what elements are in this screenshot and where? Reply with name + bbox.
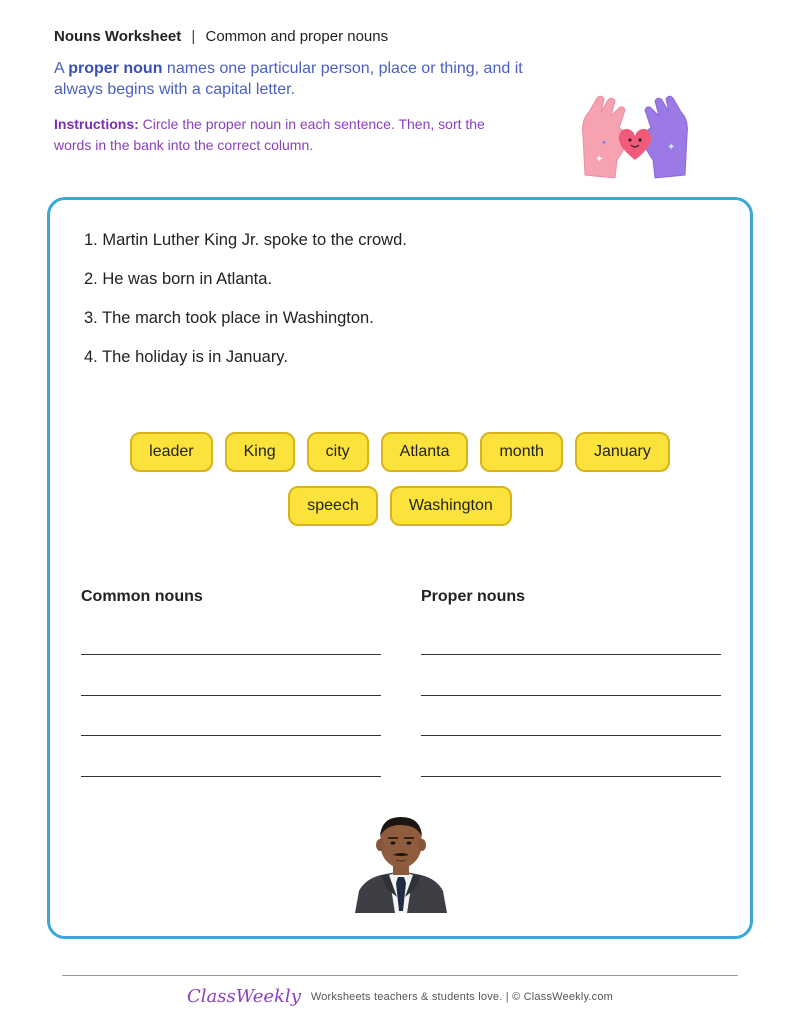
heart-hands-icon <box>575 90 695 185</box>
answer-line[interactable] <box>81 625 381 655</box>
common-nouns-heading: Common nouns <box>81 588 203 605</box>
answer-line[interactable] <box>81 736 381 777</box>
word-chip-month[interactable]: month <box>480 432 562 472</box>
word-chip-leader[interactable]: leader <box>130 432 212 472</box>
sentence-item[interactable]: 1. Martin Luther King Jr. spoke to the crowd. <box>84 231 407 249</box>
svg-text:✦: ✦ <box>667 142 676 153</box>
word-chip-king[interactable]: King <box>225 432 295 472</box>
svg-text:✦: ✦ <box>595 154 604 165</box>
portrait-illustration <box>351 805 451 913</box>
proper-nouns-heading: Proper nouns <box>421 588 526 605</box>
worksheet-header <box>54 28 388 45</box>
common-nouns-column <box>81 588 381 777</box>
answer-line[interactable] <box>421 696 721 737</box>
word-chip-washington[interactable]: Washington <box>390 486 512 526</box>
definition-rest: names one particular person, place or thing, and it always begins with a capital letter. <box>54 60 523 98</box>
worksheet-subtitle: Common and proper nouns <box>205 28 389 45</box>
word-bank <box>50 432 750 540</box>
instructions-body: Circle the proper noun in each sentence. Then, sort the words in the bank into the correct column. <box>54 116 485 153</box>
answer-line[interactable] <box>421 655 721 696</box>
word-chip-city[interactable]: city <box>307 432 369 472</box>
worksheet-title: Nouns Worksheet <box>54 28 182 45</box>
svg-text:✦: ✦ <box>601 139 607 147</box>
worksheet-panel <box>47 197 753 939</box>
sentence-item[interactable]: 3. The march took place in Washington. <box>84 309 374 327</box>
proper-nouns-column <box>421 588 721 777</box>
word-bank-row <box>50 432 750 472</box>
word-chip-january[interactable]: January <box>575 432 670 472</box>
sentence-list <box>84 228 407 384</box>
word-chip-speech[interactable]: speech <box>288 486 378 526</box>
definition-text <box>54 58 574 100</box>
definition-lead: A <box>54 60 64 77</box>
brand-logo[interactable]: ClassWeekly <box>186 986 301 1007</box>
definition-term: proper noun <box>68 60 163 77</box>
sentence-item[interactable]: 2. He was born in Atlanta. <box>84 270 273 288</box>
footer-divider <box>62 975 738 976</box>
sentence-item[interactable]: 4. The holiday is in January. <box>84 348 288 366</box>
header-separator: | <box>191 28 196 45</box>
answer-line[interactable] <box>421 625 721 655</box>
word-chip-atlanta[interactable]: Atlanta <box>381 432 469 472</box>
answer-line[interactable] <box>421 736 721 777</box>
footer-tagline: Worksheets teachers & students love. | © ClassWeekly.com <box>310 990 614 1003</box>
instructions-text <box>54 114 524 156</box>
footer <box>0 986 800 1007</box>
instructions-label: Instructions: <box>54 116 139 132</box>
answer-line[interactable] <box>81 696 381 737</box>
answer-line[interactable] <box>81 655 381 696</box>
word-bank-row <box>50 486 750 526</box>
